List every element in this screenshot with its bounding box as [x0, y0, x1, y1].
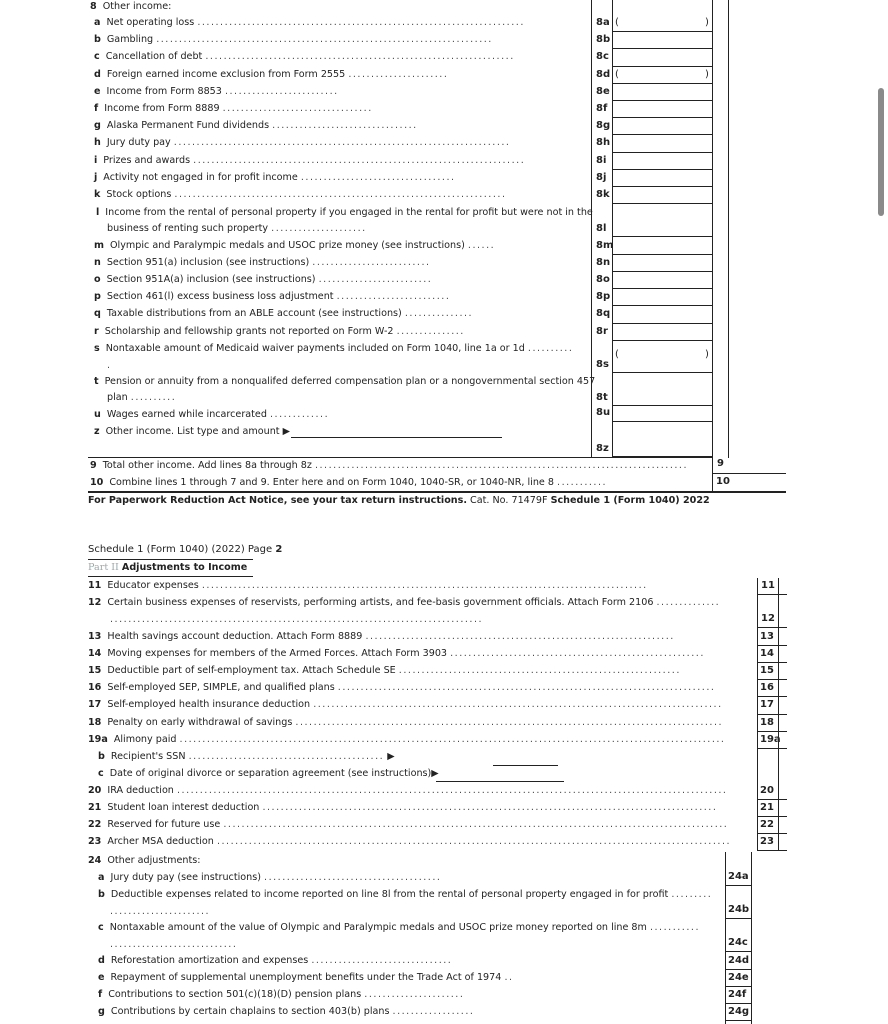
line-8s-input[interactable]: [612, 372, 712, 373]
line-24c-dots: ............................: [110, 939, 238, 950]
footer: For Paperwork Reduction Act Notice, see your tax return instructions. Cat. No. 71479F Schedule 1 (Form 1040) 2022: [88, 495, 710, 506]
line-24e-label: e Repayment of supplemental unemployment benefits under the Trade Act of 1974 ..: [98, 972, 514, 984]
line-20-input[interactable]: [757, 799, 787, 800]
line-18-label: 18 Penalty on early withdrawal of savings ..............................................................................................: [88, 716, 724, 728]
divider: [712, 457, 713, 491]
paren-open: (: [615, 17, 619, 28]
line-8t-label: t Pension or annuity from a nonqualifed deferred compensation plan or a nongovernmental section 457: [94, 376, 596, 387]
line-24c-input[interactable]: [725, 951, 751, 952]
rule: [88, 457, 712, 458]
line-24a-number: 24a: [728, 871, 749, 882]
line-24e-number: 24e: [728, 972, 749, 984]
line-9-input[interactable]: [712, 473, 786, 474]
paren-open: (: [615, 68, 619, 80]
scrollbar[interactable]: [878, 88, 884, 216]
line-23-input[interactable]: [757, 850, 787, 851]
paren-open: (: [615, 349, 619, 360]
line-8l-input[interactable]: [612, 236, 712, 237]
rule: [88, 559, 253, 560]
line-8b-label: b Gambling ..........................................................................: [94, 34, 493, 46]
line-11-label: 11 Educator expenses ..................................................................................................: [88, 580, 648, 591]
line-24b-input[interactable]: [725, 918, 751, 919]
line-8b-number: 8b: [596, 34, 611, 46]
line-8f-input[interactable]: [612, 117, 712, 118]
line-24b-dots: ......................: [110, 906, 211, 917]
paren-close: ): [705, 17, 709, 28]
line-8c-number: 8c: [596, 51, 609, 63]
line-8b-input[interactable]: [612, 48, 712, 49]
line-24b-label: b Deductible expenses related to income reported on line 8l from the rental of personal property engaged in for profit .........: [98, 889, 713, 900]
line-8c-input[interactable]: [612, 66, 712, 67]
line-16-number: 16: [760, 682, 774, 694]
line-12-number: 12: [761, 613, 775, 624]
line-10-input[interactable]: [88, 491, 786, 493]
line-21-number: 21: [760, 802, 774, 813]
line-8d-input[interactable]: [612, 83, 712, 84]
line-8c-label: c Cancellation of debt ....................................................................: [94, 51, 515, 63]
line-8a-number: 8a: [596, 17, 610, 28]
line-10-number: 10: [716, 476, 730, 487]
line-8g-input[interactable]: [612, 134, 712, 135]
line-12-input[interactable]: [757, 627, 787, 628]
line-8n-label: n Section 951(a) inclusion (see instructions) ..........................: [94, 257, 431, 269]
line-8p-number: 8p: [596, 291, 611, 303]
line-8l-number: 8l: [596, 223, 607, 234]
line-24b-number: 24b: [728, 904, 750, 915]
line-8q-label: q Taxable distributions from an ABLE account (see instructions) ...............: [94, 308, 474, 320]
line-13-input[interactable]: [757, 645, 787, 646]
line-8p-label: p Section 461(l) excess business loss adjustment .........................: [94, 291, 451, 303]
recipient-ssn-input[interactable]: [493, 765, 558, 766]
line-15-label: 15 Deductible part of self-employment tax. Attach Schedule SE ..............................................................: [88, 665, 681, 677]
line-8s-dot: .: [107, 360, 112, 371]
line-19b-label: b Recipient's SSN ........................................... ▶: [98, 751, 395, 762]
page-header: Schedule 1 (Form 1040) (2022) Page 2: [88, 544, 283, 555]
line-8r-number: 8r: [596, 325, 608, 337]
divorce-date-input[interactable]: [436, 781, 564, 782]
line-8z-number: 8z: [596, 443, 609, 454]
line-19c-label: c Date of original divorce or separation agreement (see instructions)▶: [98, 768, 439, 779]
line-15-number: 15: [760, 665, 774, 677]
line-24g-number: 24g: [728, 1006, 750, 1018]
line-8g-number: 8g: [596, 120, 611, 132]
line-21-label: 21 Student loan interest deduction ....................................................................................................: [88, 802, 718, 813]
line-13-label: 13 Health savings account deduction. Attach Form 8889 ....................................................................: [88, 631, 675, 642]
line-10-label: 10 Combine lines 1 through 7 and 9. Enter here and on Form 1040, 1040-SR, or 1040-NR, line 8 ...........: [90, 477, 608, 488]
line-8i-label: i Prizes and awards .........................................................................: [94, 154, 526, 166]
divider: [725, 852, 726, 1024]
line-19a-input[interactable]: [757, 748, 787, 749]
line-22-label: 22 Reserved for future use ...............................................................................................................: [88, 819, 729, 830]
line-8o-input[interactable]: [612, 288, 712, 289]
line-8h-number: 8h: [596, 137, 611, 149]
line-17-number: 17: [760, 699, 774, 711]
line-17-input[interactable]: [757, 714, 787, 715]
part-ii-heading: Part II Adjustments to Income: [88, 562, 248, 573]
line-8l-label-cont: business of renting such property .....................: [107, 223, 367, 234]
line-8j-input[interactable]: [612, 186, 712, 187]
line-24d-input[interactable]: [725, 969, 751, 970]
line-8l-label: l Income from the rental of personal property if you engaged in the rental for profit but were not in the: [96, 207, 593, 218]
line-19a-number: 19a: [760, 733, 781, 745]
line-22-input[interactable]: [757, 833, 787, 834]
line-8k-label: k Stock options .........................................................................: [94, 189, 507, 200]
line-8m-input[interactable]: [612, 254, 712, 255]
line-16-input[interactable]: [757, 696, 787, 697]
line-8d-label: d Foreign earned income exclusion from Form 2555 ......................: [94, 68, 449, 80]
line-8o-number: 8o: [596, 274, 610, 286]
line-9-number: 9: [717, 458, 724, 469]
line-14-input[interactable]: [757, 662, 787, 663]
line-24d-number: 24d: [728, 955, 750, 966]
line-8o-label: o Section 951A(a) inclusion (see instructions) .........................: [94, 274, 433, 286]
line-8j-label: j Activity not engaged in for profit income ..................................: [94, 171, 456, 183]
line-8t-input[interactable]: [612, 405, 712, 406]
line-8f-number: 8f: [596, 103, 608, 114]
line-8e-number: 8e: [596, 85, 610, 97]
divider: [612, 0, 613, 458]
divider: [778, 578, 779, 851]
divider: [728, 0, 729, 458]
line-8h-input[interactable]: [612, 152, 712, 153]
paren-close: ): [705, 68, 709, 80]
line-24d-label: d Reforestation amortization and expenses ...............................: [98, 955, 453, 966]
line-8i-number: 8i: [596, 154, 607, 166]
line-24a-label: a Jury duty pay (see instructions) .......................................: [98, 872, 442, 883]
line-8k-number: 8k: [596, 189, 610, 200]
line-8m-label: m Olympic and Paralympic medals and USOC prize money (see instructions) ......: [94, 240, 496, 251]
line-8-header: 8 Other income:: [90, 1, 172, 12]
line-12-label: 12 Certain business expenses of reservists, performing artists, and fee-basis government officials. Attach Form 2106 ..............: [88, 597, 721, 608]
line-24f-input[interactable]: [725, 1003, 751, 1004]
line-15-input[interactable]: [757, 679, 787, 680]
line-8t-number: 8t: [596, 392, 608, 403]
line-17-label: 17 Self-employed health insurance deduction ..........................................................................................: [88, 699, 723, 711]
line-9-label: 9 Total other income. Add lines 8a through 8z ..................................................................................: [90, 460, 689, 471]
line-8p-input[interactable]: [612, 305, 712, 306]
line-19a-label: 19a Alimony paid ........................................................................................................................: [88, 733, 726, 745]
line-20-label: 20 IRA deduction .........................................................................................................................: [88, 785, 728, 796]
line-8i-input[interactable]: [612, 169, 712, 170]
line-24g-label: g Contributions by certain chaplains to section 403(b) plans ..................: [98, 1006, 475, 1018]
line-8n-input[interactable]: [612, 271, 712, 272]
line-13-number: 13: [760, 631, 774, 642]
divider: [751, 852, 752, 1024]
line-24f-number: 24f: [728, 989, 747, 1001]
line-24e-input[interactable]: [725, 986, 751, 987]
line-8n-number: 8n: [596, 257, 611, 269]
line-8z-label: z Other income. List type and amount ▶: [94, 426, 290, 437]
line-8a-input[interactable]: [612, 31, 712, 32]
line-24f-label: f Contributions to section 501(c)(18)(D) pension plans ......................: [98, 989, 465, 1001]
line-8s-label: s Nontaxable amount of Medicaid waiver payments included on Form 1040, line 1a or 1d ..........: [94, 343, 574, 354]
line-8d-number: 8d: [596, 68, 611, 80]
line-18-number: 18: [760, 716, 774, 728]
line-8e-label: e Income from Form 8853 .........................: [94, 85, 339, 97]
line-16-label: 16 Self-employed SEP, SIMPLE, and qualified plans ...................................................................................: [88, 682, 716, 694]
line-21-input[interactable]: [757, 816, 787, 817]
line-24-label: 24 Other adjustments:: [88, 855, 201, 866]
line-22-number: 22: [760, 819, 774, 830]
line-8g-label: g Alaska Permanent Fund dividends ................................: [94, 120, 418, 132]
line-11-number: 11: [761, 580, 775, 591]
line-8a-label: a Net operating loss ........................................................................: [94, 17, 525, 28]
line-8k-input[interactable]: [612, 203, 712, 204]
line-14-number: 14: [760, 648, 774, 660]
line-12-dots: ..................................................................................: [110, 614, 484, 625]
line-8f-label: f Income from Form 8889 .................................: [94, 103, 373, 114]
line-8u-number: 8u: [596, 407, 611, 418]
paren-close: ): [705, 349, 709, 360]
line-23-number: 23: [760, 836, 774, 847]
line-8u-input[interactable]: [612, 421, 712, 422]
line-8r-label: r Scholarship and fellowship grants not reported on Form W-2 ...............: [94, 325, 465, 337]
line-24a-input[interactable]: [725, 885, 751, 886]
line-11-input[interactable]: [757, 594, 787, 595]
line-20-number: 20: [760, 785, 774, 796]
line-8q-number: 8q: [596, 308, 611, 320]
divider: [757, 578, 758, 851]
line-8h-label: h Jury duty pay ..........................................................................: [94, 137, 511, 149]
divider: [712, 0, 713, 458]
line-24g-input[interactable]: [725, 1020, 751, 1021]
line-24c-label: c Nontaxable amount of the value of Olympic and Paralympic medals and USOC prize money reported on line 8m ...........: [98, 922, 700, 933]
line-8e-input[interactable]: [612, 100, 712, 101]
line-8q-input[interactable]: [612, 323, 712, 324]
line-8u-label: u Wages earned while incarcerated .............: [94, 409, 330, 420]
line-8r-input[interactable]: [612, 340, 712, 341]
line-8m-number: 8m: [596, 240, 614, 251]
line-8t-label-cont: plan ..........: [107, 392, 177, 403]
rule: [88, 576, 253, 577]
line-14-label: 14 Moving expenses for members of the Armed Forces. Attach Form 3903 ........................................................: [88, 648, 705, 660]
line-8j-number: 8j: [596, 171, 607, 183]
line-23-label: 23 Archer MSA deduction .................................................................................................................: [88, 836, 732, 847]
line-18-input[interactable]: [757, 731, 787, 732]
line-8z-type-input[interactable]: [291, 437, 502, 438]
line-24c-number: 24c: [728, 937, 748, 948]
divider: [591, 0, 592, 458]
line-8s-number: 8s: [596, 359, 609, 370]
